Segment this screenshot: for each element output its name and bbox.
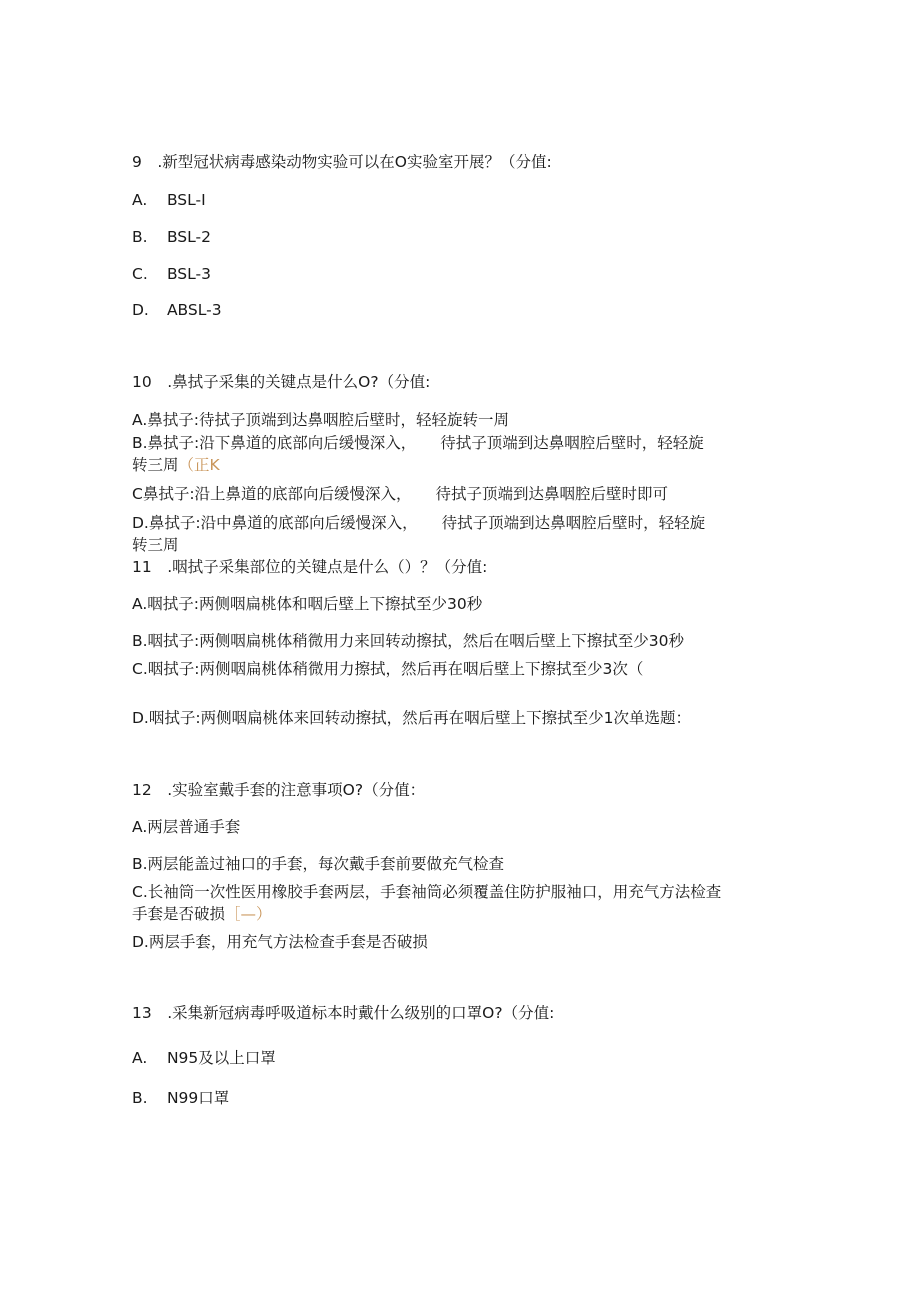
question-12-option-a[interactable]: A.两层普通手套 (132, 818, 241, 836)
option-letter: A. (132, 191, 148, 209)
question-11-option-d[interactable]: D.咽拭子:两侧咽扁桃体来回转动擦拭，然后再在咽后壁上下擦拭至少1次单选题： (132, 709, 691, 727)
question-10-option-b[interactable] (132, 433, 704, 453)
question-10-option-a[interactable]: A.鼻拭子:待拭子顶端到达鼻咽腔后壁时，轻轻旋转一周 (132, 411, 509, 429)
option-letter: A. (132, 1049, 148, 1067)
question-10-option-d-continued: 转三周 (132, 536, 179, 554)
option-letter: C. (132, 265, 148, 283)
option-letter: D. (132, 301, 149, 319)
option-text-continued: 转三周 (132, 456, 179, 474)
option-text: BSL-2 (166, 228, 211, 246)
option-text-continued: 手套是否破损 (132, 905, 226, 923)
question-11-option-b[interactable]: B.咽拭子:两侧咽扁桃体稍微用力来回转动擦拭，然后在咽后壁上下擦拭至少30秒 (132, 632, 685, 650)
option-text-part1: B.鼻拭子:沿下鼻道的底部向后缓慢深入， (132, 434, 417, 452)
option-text: N95及以上口罩 (166, 1049, 276, 1067)
question-10-stem: 10 .鼻拭子采集的关键点是什么O?（分值: (132, 373, 431, 391)
option-text-part2: 待拭子顶端到达鼻咽腔后壁时即可 (435, 485, 669, 503)
option-letter: B. (132, 228, 148, 246)
question-9-option-b[interactable] (132, 227, 211, 247)
question-9-option-d[interactable] (132, 300, 222, 320)
question-12-stem: 12 .实验室戴手套的注意事项O?（分值： (132, 781, 426, 799)
option-letter: B. (132, 1089, 148, 1107)
option-text: BSL-3 (166, 265, 211, 283)
question-11-option-a[interactable]: A.咽拭子:两侧咽扁桃体和咽后壁上下擦拭至少30秒 (132, 595, 483, 613)
option-text-part2: 待拭子顶端到达鼻咽腔后壁时，轻轻旋 (441, 514, 706, 532)
question-13-option-a[interactable] (132, 1048, 276, 1068)
option-text-part1: C鼻拭子:沿上鼻道的底部向后缓慢深入， (132, 485, 412, 503)
option-text: N99口罩 (166, 1089, 230, 1107)
question-12-option-c[interactable]: C.长袖筒一次性医用橡胶手套两层，手套袖筒必须覆盖住防护服袖口，用充气方法检查 (132, 883, 722, 901)
question-12-option-b[interactable]: B.两层能盖过袖口的手套，每次戴手套前要做充气检查 (132, 855, 505, 873)
option-text: BSL-I (166, 191, 206, 209)
question-10-option-c[interactable] (132, 484, 668, 504)
option-text-part1: D.鼻拭子:沿中鼻道的底部向后缓慢深入， (132, 514, 418, 532)
question-9-option-c[interactable] (132, 264, 211, 284)
option-text-part2: 待拭子顶端到达鼻咽腔后壁时，轻轻旋 (440, 434, 704, 452)
question-10-option-b-continued (132, 455, 220, 475)
question-9-option-a[interactable] (132, 190, 206, 210)
answer-mark: ［—） (225, 905, 272, 923)
question-11-stem: 11 .咽拭子采集部位的关键点是什么（）？（分值: (132, 558, 488, 576)
question-13-stem: 13 .采集新冠病毒呼吸道标本时戴什么级别的口罩O?（分值: (132, 1004, 555, 1022)
question-9-stem: 9 .新型冠状病毒感染动物实验可以在O实验室开展？（分值: (132, 153, 552, 171)
question-12-option-d[interactable]: D.两层手套，用充气方法检查手套是否破损 (132, 933, 428, 951)
question-12-option-c-continued (132, 904, 272, 924)
option-text: ABSL-3 (166, 301, 222, 319)
question-10-option-d[interactable] (132, 513, 705, 533)
question-13-option-b[interactable] (132, 1088, 229, 1108)
question-11-option-c[interactable]: C.咽拭子:两侧咽扁桃体稍微用力擦拭，然后再在咽后壁上下擦拭至少3次（ (132, 660, 644, 678)
answer-mark: （正K (178, 456, 220, 474)
